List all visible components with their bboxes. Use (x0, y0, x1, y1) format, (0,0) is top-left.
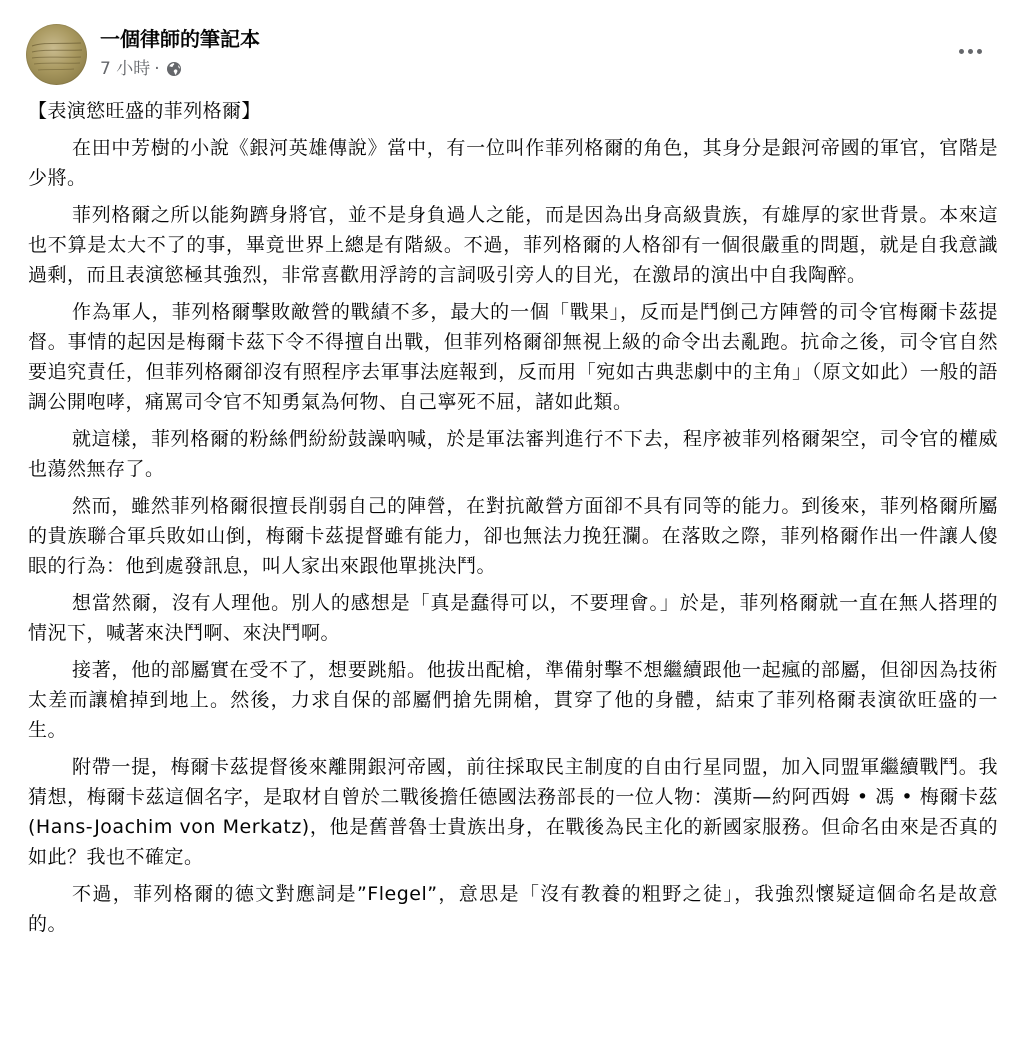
post-paragraph: 就這樣，菲列格爾的粉絲們紛紛鼓譟吶喊，於是軍法審判進行不下去，程序被菲列格爾架空，司令官的權威也蕩然無存了。 (28, 428, 998, 480)
post-paragraph: 不過，菲列格爾的德文對應詞是”Flegel”，意思是「沒有教養的粗野之徒」，我強烈懷疑這個命名是故意的。 (28, 883, 998, 935)
more-horizontal-icon (959, 49, 982, 54)
post-paragraph: 然而，雖然菲列格爾很擅長削弱自己的陣營，在對抗敵營方面卻不具有同等的能力。到後來，菲列格爾所屬的貴族聯合軍兵敗如山倒，梅爾卡茲提督雖有能力，卻也無法力挽狂瀾。在落敗之際，菲列格爾作出一件讓人傻眼的行為：他到處發訊息，叫人家出來跟他單挑決鬥。 (28, 495, 998, 577)
post-paragraph: 在田中芳樹的小說《銀河英雄傳說》當中，有一位叫作菲列格爾的角色，其身分是銀河帝國的軍官，官階是少將。 (28, 137, 998, 189)
post-title: 【表演慾旺盛的菲列格爾】 (28, 100, 261, 122)
post-paragraph: 附帶一提，梅爾卡茲提督後來離開銀河帝國，前往採取民主制度的自由行星同盟，加入同盟軍繼續戰鬥。我猜想，梅爾卡茲這個名字，是取材自曾於二戰後擔任德國法務部長的一位人物：漢斯—約阿西姆 • 馮 • 梅爾卡茲(Hans-Joachim von Merkatz)，他是舊普魯士貴族出身，在戰後為民主化的新國家服務。但命名由來是否真的如此？我也不確定。 (28, 756, 998, 868)
meta-separator: · (154, 59, 160, 79)
page-avatar[interactable] (26, 24, 87, 85)
avatar-image (26, 24, 87, 85)
post-meta (100, 58, 182, 80)
post-more-options-button[interactable] (952, 36, 988, 66)
post-paragraph: 想當然爾，沒有人理他。別人的感想是「真是蠢得可以，不要理會。」於是，菲列格爾就一直在無人搭理的情況下，喊著來決鬥啊、來決鬥啊。 (28, 592, 998, 644)
post-body (28, 96, 998, 946)
post-paragraph: 作為軍人，菲列格爾擊敗敵營的戰績不多，最大的一個「戰果」，反而是鬥倒己方陣營的司令官梅爾卡茲提督。事情的起因是梅爾卡茲下令不得擅自出戰，但菲列格爾卻無視上級的命令出去亂跑。抗命之後，司令官自然要追究責任，但菲列格爾卻沒有照程序去軍事法庭報到，反而用「宛如古典悲劇中的主角」（原文如此）一般的語調公開咆哮，痛罵司令官不知勇氣為何物、自己寧死不屈，諸如此類。 (28, 301, 998, 413)
post-paragraph: 接著，他的部屬實在受不了，想要跳船。他拔出配槍，準備射擊不想繼續跟他一起瘋的部屬，但卻因為技術太差而讓槍掉到地上。然後，力求自保的部屬們搶先開槍，貫穿了他的身體，結束了菲列格爾表演欲旺盛的一生。 (28, 659, 998, 741)
post-header (26, 24, 1000, 86)
post-paragraph: 菲列格爾之所以能夠躋身將官，並不是身負過人之能，而是因為出身高級貴族，有雄厚的家世背景。本來這也不算是太大不了的事，畢竟世界上總是有階級。不過，菲列格爾的人格卻有一個很嚴重的問題，就是自我意識過剩，而且表演慾極其強烈，非常喜歡用浮誇的言詞吸引旁人的目光，在激昂的演出中自我陶醉。 (28, 204, 998, 286)
globe-icon[interactable] (166, 61, 182, 77)
page-name-link[interactable]: 一個律師的筆記本 (100, 27, 260, 51)
post-timestamp[interactable]: 7 小時 (100, 59, 151, 79)
